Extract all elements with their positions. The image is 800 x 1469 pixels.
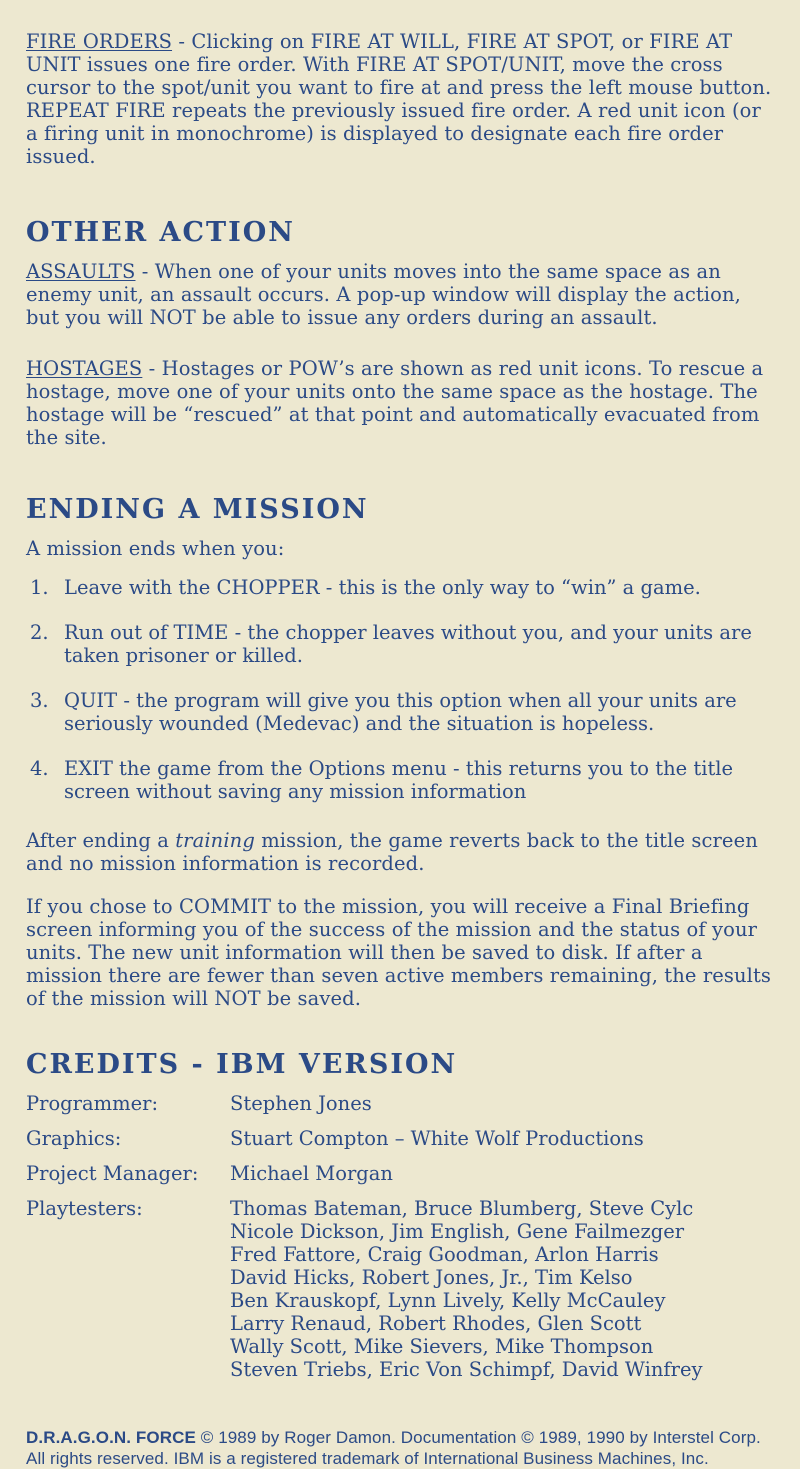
copyright-line-1 <box>26 1427 778 1448</box>
credit-name: Larry Renaud, Robert Rhodes, Glen Scott <box>230 1312 642 1335</box>
manual-page <box>26 30 778 1469</box>
credit-role: Playtesters: <box>26 1197 143 1220</box>
game-title: D.R.A.G.O.N. FORCE <box>26 1428 196 1447</box>
credit-name: Stuart Compton – White Wolf Productions <box>230 1127 644 1150</box>
list-number: 4. <box>30 757 49 780</box>
training-text-end: mission, the game reverts back to the title screen and no mission information is recorded. <box>26 829 758 875</box>
copyright-text: © 1989 by Roger Damon. Documentation © 1989, 1990 by Interstel Corp. <box>195 1428 761 1447</box>
hostages-text: - Hostages or POW’s are shown as red unit icons. To rescue a hostage, move one of your units onto the same space as the hostage. The hostage will be “rescued” at that point and automatically evacuated from the site. <box>26 357 764 449</box>
credit-role: Programmer: <box>26 1092 159 1115</box>
credit-row-project-manager <box>26 1162 778 1185</box>
fire-orders-text: - Clicking on FIRE AT WILL, FIRE AT SPOT, or FIRE AT UNIT issues one fire order. With FIRE AT SPOT/UNIT, move the cross cursor to the spot/unit you want to fire at and press the left mouse button. REPEAT FIRE repeats the previously issued fire order. A red unit icon (or a firing unit in monochrome) is displayed to designate each fire order issued. <box>26 30 772 168</box>
training-paragraph <box>26 829 778 875</box>
assaults-term: ASSAULTS <box>26 260 136 283</box>
credit-row-playtesters <box>26 1197 778 1381</box>
assaults-text: - When one of your units moves into the same space as an enemy unit, an assault occurs. A pop-up window will display the action, but you will NOT be able to issue any orders during an assault. <box>26 260 741 329</box>
credit-name: Ben Krauskopf, Lynn Lively, Kelly McCauley <box>230 1289 666 1312</box>
credit-name: Thomas Bateman, Bruce Blumberg, Steve Cylc <box>230 1197 694 1220</box>
credit-names <box>230 1127 778 1150</box>
credit-names <box>230 1197 778 1381</box>
credit-role: Project Manager: <box>26 1162 199 1185</box>
fire-orders-term: FIRE ORDERS <box>26 30 173 53</box>
credit-role: Graphics: <box>26 1127 122 1150</box>
credit-name: David Hicks, Robert Jones, Jr., Tim Kelso <box>230 1266 633 1289</box>
list-item <box>26 576 778 599</box>
credit-row-programmer <box>26 1092 778 1115</box>
credits-heading: CREDITS - IBM VERSION <box>26 1049 458 1080</box>
list-number: 3. <box>30 689 49 712</box>
list-number: 1. <box>30 576 49 599</box>
credit-names <box>230 1162 778 1185</box>
other-action-heading: OTHER ACTION <box>26 217 295 248</box>
list-number: 2. <box>30 621 49 644</box>
copyright-footer <box>26 1427 778 1469</box>
list-item-text: Leave with the CHOPPER - this is the only way to “win” a game. <box>64 576 701 599</box>
ending-list <box>26 576 778 803</box>
training-text-start: After ending a <box>26 829 176 852</box>
list-item <box>26 757 778 803</box>
hostages-paragraph <box>26 357 778 449</box>
credit-names <box>230 1092 778 1115</box>
credit-name: Nicole Dickson, Jim English, Gene Failmezger <box>230 1220 685 1243</box>
assaults-paragraph <box>26 260 778 329</box>
credits-list <box>26 1092 778 1381</box>
credit-row-graphics <box>26 1127 778 1150</box>
credit-name: Michael Morgan <box>230 1162 393 1185</box>
commit-paragraph: If you chose to COMMIT to the mission, you will receive a Final Briefing screen informing you of the success of the mission and the status of your units. The new unit information will then be saved to disk. If after a mission there are fewer than seven active members remaining, the results of the mission will NOT be saved. <box>26 895 772 1010</box>
list-item-text: EXIT the game from the Options menu - this returns you to the title screen without saving any mission information <box>64 757 734 803</box>
credit-name: Fred Fattore, Craig Goodman, Arlon Harris <box>230 1243 659 1266</box>
training-word: training <box>175 829 255 852</box>
credit-name: Stephen Jones <box>230 1092 372 1115</box>
list-item <box>26 689 778 735</box>
list-item-text: Run out of TIME - the chopper leaves without you, and your units are taken prisoner or killed. <box>64 621 752 667</box>
hostages-term: HOSTAGES <box>26 357 143 380</box>
ending-mission-heading: ENDING A MISSION <box>26 494 369 525</box>
credit-name: Wally Scott, Mike Sievers, Mike Thompson <box>230 1335 654 1358</box>
fire-orders-paragraph <box>26 30 778 168</box>
list-item-text: QUIT - the program will give you this option when all your units are seriously wounded (Medevac) and the situation is hopeless. <box>64 689 737 735</box>
credit-name: Steven Triebs, Eric Von Schimpf, David Winfrey <box>230 1358 703 1381</box>
list-item <box>26 621 778 667</box>
copyright-line-2: All rights reserved. IBM is a registered trademark of International Business Machines, Inc. <box>26 1449 709 1468</box>
ending-intro: A mission ends when you: <box>26 537 285 560</box>
